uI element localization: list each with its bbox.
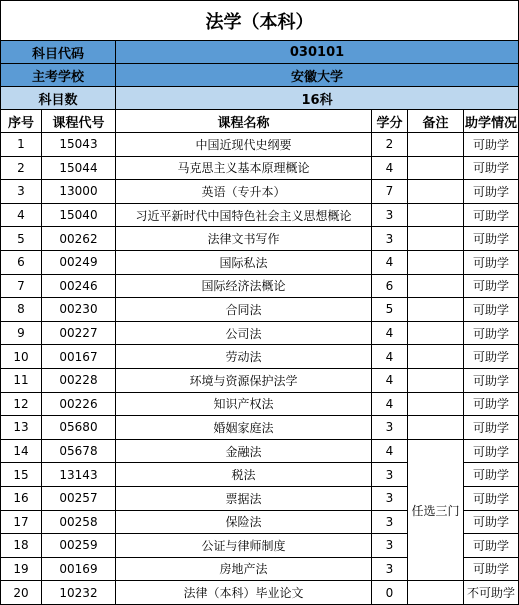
cell-assist: 可助学 xyxy=(464,534,519,558)
cell-assist: 可助学 xyxy=(464,274,519,298)
cell-course-code: 00228 xyxy=(42,368,116,392)
cell-assist: 可助学 xyxy=(464,510,519,534)
cell-notes xyxy=(408,321,464,345)
cell-course-name: 劳动法 xyxy=(116,345,372,369)
cell-credits: 3 xyxy=(372,534,408,558)
cell-assist: 可助学 xyxy=(464,156,519,180)
school-value: 安徽大学 xyxy=(116,64,519,87)
cell-course-name: 知识产权法 xyxy=(116,392,372,416)
cell-course-name: 税法 xyxy=(116,463,372,487)
cell-seq: 3 xyxy=(1,180,42,204)
cell-credits: 3 xyxy=(372,557,408,581)
table-row xyxy=(1,274,519,298)
cell-credits: 4 xyxy=(372,156,408,180)
cell-course-code: 00249 xyxy=(42,250,116,274)
table-row xyxy=(1,298,519,322)
cell-seq: 19 xyxy=(1,557,42,581)
code-label: 科目代码 xyxy=(1,41,116,64)
cell-seq: 5 xyxy=(1,227,42,251)
cell-credits: 2 xyxy=(372,133,408,157)
cell-seq: 7 xyxy=(1,274,42,298)
cell-course-code: 00226 xyxy=(42,392,116,416)
cell-course-code: 00246 xyxy=(42,274,116,298)
cell-course-code: 00257 xyxy=(42,486,116,510)
cell-course-name: 国际私法 xyxy=(116,250,372,274)
cell-notes xyxy=(408,133,464,157)
cell-notes xyxy=(408,227,464,251)
header-seq: 序号 xyxy=(1,110,42,133)
cell-seq: 12 xyxy=(1,392,42,416)
table-row xyxy=(1,416,519,440)
cell-course-name: 法律（本科）毕业论文 xyxy=(116,581,372,605)
cell-course-name: 金融法 xyxy=(116,439,372,463)
cell-seq: 18 xyxy=(1,534,42,558)
header-notes: 备注 xyxy=(408,110,464,133)
cell-assist: 可助学 xyxy=(464,439,519,463)
cell-seq: 2 xyxy=(1,156,42,180)
count-label: 科目数 xyxy=(1,87,116,110)
cell-course-code: 00230 xyxy=(42,298,116,322)
cell-course-code: 15044 xyxy=(42,156,116,180)
cell-course-name: 国际经济法概论 xyxy=(116,274,372,298)
cell-assist: 可助学 xyxy=(464,321,519,345)
cell-seq: 8 xyxy=(1,298,42,322)
cell-assist: 可助学 xyxy=(464,133,519,157)
cell-seq: 15 xyxy=(1,463,42,487)
cell-notes xyxy=(408,274,464,298)
cell-course-code: 13000 xyxy=(42,180,116,204)
info-row-code xyxy=(1,41,519,64)
cell-notes xyxy=(408,392,464,416)
info-row-count xyxy=(1,87,519,110)
cell-credits: 0 xyxy=(372,581,408,605)
cell-course-name: 习近平新时代中国特色社会主义思想概论 xyxy=(116,203,372,227)
cell-notes xyxy=(408,368,464,392)
cell-course-code: 13143 xyxy=(42,463,116,487)
header-course-code: 课程代号 xyxy=(42,110,116,133)
header-assist: 助学情况 xyxy=(464,110,519,133)
info-row-school xyxy=(1,64,519,87)
cell-assist: 可助学 xyxy=(464,392,519,416)
cell-credits: 4 xyxy=(372,439,408,463)
cell-course-name: 英语（专升本） xyxy=(116,180,372,204)
header-credits: 学分 xyxy=(372,110,408,133)
cell-notes xyxy=(408,180,464,204)
table-row xyxy=(1,321,519,345)
cell-credits: 3 xyxy=(372,510,408,534)
cell-course-code: 00262 xyxy=(42,227,116,251)
cell-credits: 4 xyxy=(372,392,408,416)
title-row xyxy=(1,1,519,41)
cell-assist: 可助学 xyxy=(464,180,519,204)
cell-course-code: 10232 xyxy=(42,581,116,605)
cell-assist: 可助学 xyxy=(464,227,519,251)
cell-credits: 3 xyxy=(372,416,408,440)
cell-course-name: 保险法 xyxy=(116,510,372,534)
cell-course-name: 公证与律师制度 xyxy=(116,534,372,558)
cell-course-name: 票据法 xyxy=(116,486,372,510)
cell-course-code: 00167 xyxy=(42,345,116,369)
page-title: 法学（本科） xyxy=(1,1,519,41)
cell-assist: 可助学 xyxy=(464,486,519,510)
cell-course-name: 马克思主义基本原理概论 xyxy=(116,156,372,180)
cell-seq: 6 xyxy=(1,250,42,274)
cell-credits: 7 xyxy=(372,180,408,204)
cell-assist: 可助学 xyxy=(464,250,519,274)
cell-seq: 16 xyxy=(1,486,42,510)
cell-seq: 9 xyxy=(1,321,42,345)
cell-course-name: 环境与资源保护法学 xyxy=(116,368,372,392)
cell-course-name: 中国近现代史纲要 xyxy=(116,133,372,157)
cell-course-code: 15043 xyxy=(42,133,116,157)
cell-credits: 6 xyxy=(372,274,408,298)
cell-assist: 不可助学 xyxy=(464,581,519,605)
table-row xyxy=(1,368,519,392)
cell-course-name: 婚姻家庭法 xyxy=(116,416,372,440)
cell-course-code: 00169 xyxy=(42,557,116,581)
cell-assist: 可助学 xyxy=(464,416,519,440)
table-row xyxy=(1,180,519,204)
school-label: 主考学校 xyxy=(1,64,116,87)
cell-seq: 14 xyxy=(1,439,42,463)
cell-credits: 4 xyxy=(372,321,408,345)
cell-assist: 可助学 xyxy=(464,345,519,369)
cell-assist: 可助学 xyxy=(464,557,519,581)
cell-assist: 可助学 xyxy=(464,203,519,227)
cell-assist: 可助学 xyxy=(464,298,519,322)
header-course-name: 课程名称 xyxy=(116,110,372,133)
table-row xyxy=(1,250,519,274)
cell-course-code: 05678 xyxy=(42,439,116,463)
cell-assist: 可助学 xyxy=(464,368,519,392)
cell-notes xyxy=(408,250,464,274)
cell-course-name: 公司法 xyxy=(116,321,372,345)
cell-course-code: 00258 xyxy=(42,510,116,534)
cell-credits: 4 xyxy=(372,250,408,274)
cell-credits: 4 xyxy=(372,345,408,369)
code-value: 030101 xyxy=(116,41,519,64)
cell-course-name: 法律文书写作 xyxy=(116,227,372,251)
table-row xyxy=(1,581,519,605)
table-row xyxy=(1,345,519,369)
cell-seq: 4 xyxy=(1,203,42,227)
cell-assist: 可助学 xyxy=(464,463,519,487)
table-row xyxy=(1,392,519,416)
table-row xyxy=(1,156,519,180)
cell-credits: 3 xyxy=(372,203,408,227)
cell-credits: 4 xyxy=(372,368,408,392)
table-row xyxy=(1,439,519,463)
cell-notes xyxy=(408,581,464,605)
table-row xyxy=(1,227,519,251)
cell-credits: 3 xyxy=(372,463,408,487)
header-row xyxy=(1,110,519,133)
cell-credits: 3 xyxy=(372,486,408,510)
cell-course-code: 00227 xyxy=(42,321,116,345)
cell-seq: 10 xyxy=(1,345,42,369)
table-row xyxy=(1,203,519,227)
cell-seq: 17 xyxy=(1,510,42,534)
cell-notes xyxy=(408,345,464,369)
cell-seq: 13 xyxy=(1,416,42,440)
cell-credits: 5 xyxy=(372,298,408,322)
cell-course-name: 合同法 xyxy=(116,298,372,322)
cell-notes xyxy=(408,156,464,180)
cell-course-code: 15040 xyxy=(42,203,116,227)
cell-seq: 20 xyxy=(1,581,42,605)
cell-notes xyxy=(408,416,464,440)
cell-course-code: 00259 xyxy=(42,534,116,558)
cell-seq: 11 xyxy=(1,368,42,392)
cell-seq: 1 xyxy=(1,133,42,157)
count-value: 16科 xyxy=(116,87,519,110)
cell-credits: 3 xyxy=(372,227,408,251)
cell-course-name: 房地产法 xyxy=(116,557,372,581)
cell-course-code: 05680 xyxy=(42,416,116,440)
cell-notes xyxy=(408,203,464,227)
elective-note: 任选三门 xyxy=(408,439,464,581)
table-row xyxy=(1,133,519,157)
cell-notes xyxy=(408,298,464,322)
